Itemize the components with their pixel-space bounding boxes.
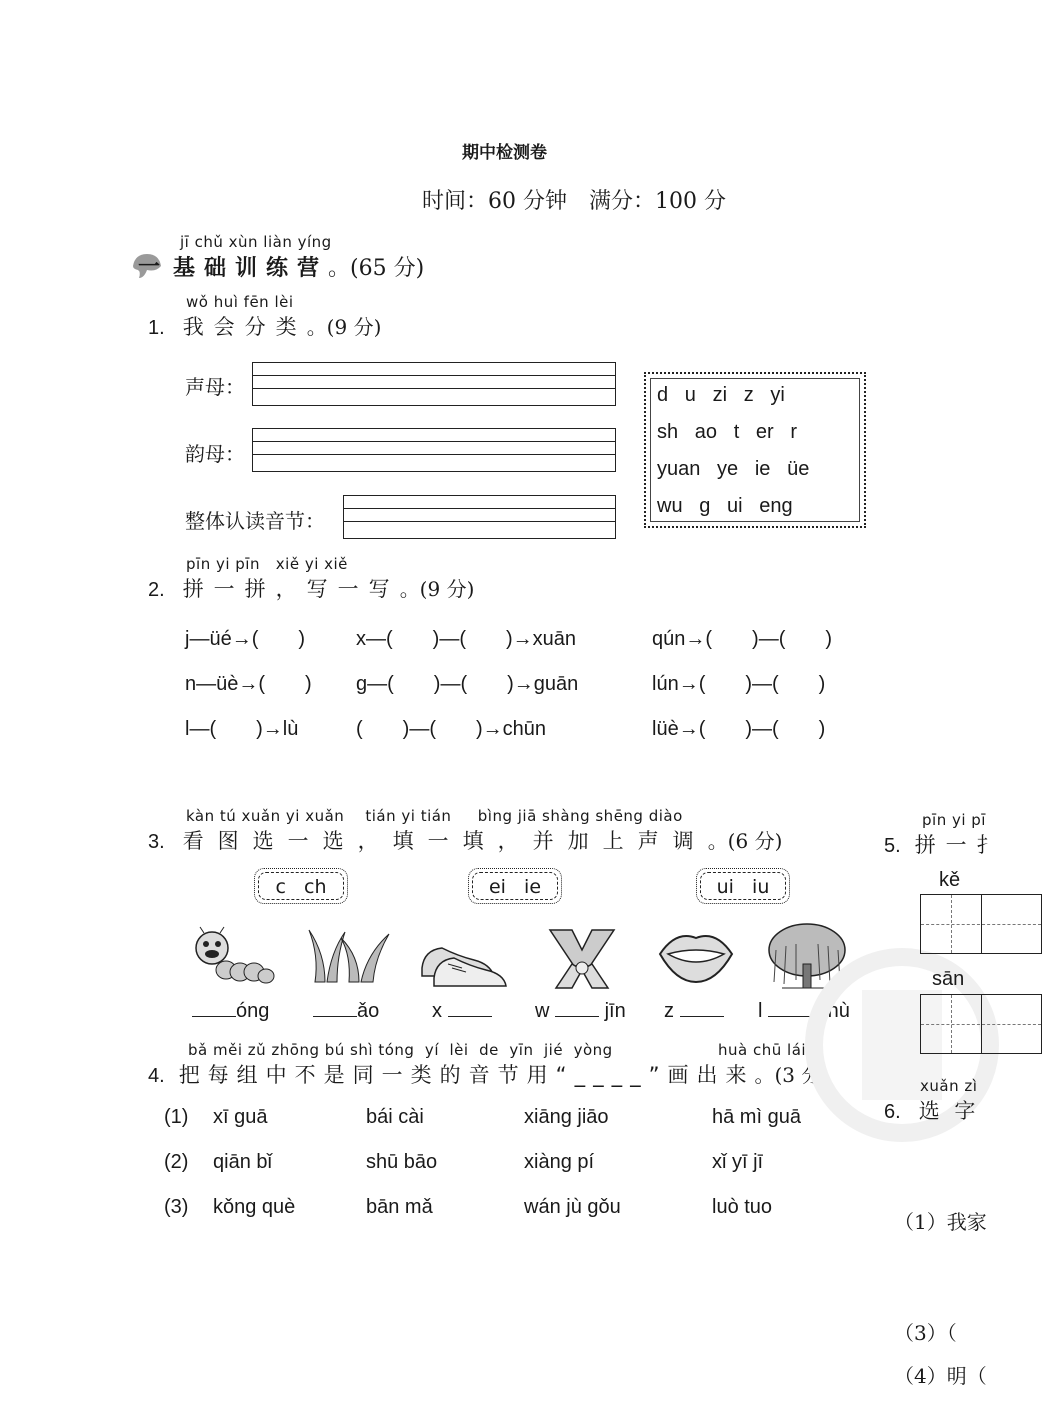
- part1-title: [173, 251, 424, 282]
- q3-answer[interactable]: w jīn: [535, 1000, 626, 1022]
- q1-box-row: d u zi z yi: [657, 384, 785, 406]
- q1-box-row: sh ao t er r: [657, 421, 798, 443]
- q2-heading: [148, 573, 474, 603]
- q4-pinyin: bǎ měi zǔ zhōng bú shì tóng yí lèi de yīn jié yòng huà chū lái: [188, 1041, 807, 1059]
- q6-item: （1）我家: [894, 1210, 987, 1234]
- lips-icon: [656, 926, 736, 984]
- q5-writing-grid[interactable]: [920, 994, 1042, 1054]
- q6-number: 6.: [884, 1101, 901, 1123]
- q2-item[interactable]: n—üè→( ): [185, 673, 312, 695]
- q2-pinyin: pīn yi pīn xiě yi xiě: [186, 555, 348, 573]
- q3-option-tag: c ch: [258, 872, 344, 900]
- part1-title-text: 基础训练营: [173, 256, 329, 281]
- q4-score: 。(3 分): [754, 1063, 830, 1087]
- q4-item[interactable]: bái cài: [366, 1106, 424, 1128]
- q3-option-tag: ei ie: [472, 872, 558, 900]
- page-title: 期中检测卷: [462, 143, 547, 163]
- q2-item[interactable]: lún→( )—( ): [652, 673, 826, 695]
- q5-pinyin: pīn yi pī: [922, 811, 986, 829]
- q5-title: 拼一扌: [914, 833, 1008, 857]
- shoes-icon: [418, 938, 510, 990]
- q2-item[interactable]: ( )—( )→chūn: [356, 718, 547, 740]
- q1-box-row: wu g ui eng: [657, 495, 793, 517]
- q4-item[interactable]: wán jù gǒu: [524, 1196, 621, 1218]
- q3-answer[interactable]: z: [664, 1000, 724, 1023]
- q3-heading: [148, 825, 782, 855]
- q4-row-index: (2): [164, 1151, 189, 1173]
- q4-item[interactable]: xiàng pí: [524, 1151, 595, 1173]
- q3-pinyin: kàn tú xuǎn yi xuǎn tián yi tián bìng jiā shàng shēng diào: [186, 807, 683, 825]
- q1-label-shengmu: 声母：: [185, 375, 245, 399]
- part1-badge: [130, 250, 164, 280]
- q3-option-tag: ui iu: [700, 872, 786, 900]
- q3-answer[interactable]: óng: [192, 1000, 269, 1023]
- q2-number: 2.: [148, 579, 165, 601]
- scarf-icon: [546, 926, 618, 992]
- q4-item[interactable]: luò tuo: [712, 1196, 773, 1218]
- q1-writing-lines-zhengti[interactable]: [343, 495, 616, 539]
- q1-label-yunmu: 韵母：: [185, 442, 245, 466]
- q3-title: 看图选一选，填一填，并加上声调: [182, 829, 708, 853]
- q4-row-index: (1): [164, 1106, 189, 1128]
- q1-heading: [148, 311, 381, 341]
- q5-number: 5.: [884, 835, 901, 857]
- q6-heading: [884, 1095, 979, 1125]
- q1-title: 我会分类: [182, 315, 307, 339]
- q4-item[interactable]: xǐ yī jī: [712, 1151, 764, 1173]
- q3-score: 。(6 分): [707, 829, 783, 853]
- q2-score: 。(9 分): [399, 577, 475, 601]
- q5-cell-pinyin: sān: [932, 968, 976, 990]
- q1-label-zhengti: 整体认读音节：: [185, 509, 325, 533]
- q4-number: 4.: [148, 1065, 165, 1087]
- q5-cell-pinyin: kě: [939, 869, 961, 891]
- q3-answer[interactable]: x: [432, 1000, 492, 1023]
- q5-heading: [884, 829, 1008, 859]
- q5-writing-grid[interactable]: [920, 894, 1042, 954]
- q2-item[interactable]: l—( )→lù: [185, 718, 299, 740]
- q1-writing-lines-shengmu[interactable]: [252, 362, 616, 406]
- q6-item: （3）（: [894, 1321, 957, 1345]
- q3-answer[interactable]: l shù: [758, 1000, 850, 1022]
- q1-number: 1.: [148, 317, 165, 339]
- q1-score: 。(9 分): [306, 315, 382, 339]
- time-info: 时间：60 分钟 满分：100 分: [422, 189, 726, 214]
- grass-icon: [305, 926, 393, 984]
- q6-pinyin: xuǎn zì: [920, 1077, 978, 1095]
- q6-title: 选 字: [918, 1099, 980, 1123]
- q4-item[interactable]: xī guā: [213, 1106, 268, 1128]
- part1-score: 。(65 分): [328, 256, 425, 281]
- q4-title: 把每组中不是同一类的音节用“____”画出来: [178, 1063, 755, 1087]
- q4-heading: [148, 1059, 882, 1089]
- q2-item[interactable]: lüè→( )—( ): [652, 718, 826, 740]
- part1-badge-text: 一: [138, 255, 161, 280]
- q1-syllable-box: [644, 372, 866, 528]
- q3-answer[interactable]: ǎo: [313, 1000, 379, 1023]
- q6-item: （4）明（: [894, 1364, 987, 1388]
- q2-item[interactable]: qún→( )—( ): [652, 628, 833, 650]
- q4-item[interactable]: bān mǎ: [366, 1196, 433, 1218]
- q2-title: 拼一拼，写一写: [182, 577, 400, 601]
- q4-item[interactable]: qiān bǐ: [213, 1151, 272, 1173]
- q4-item[interactable]: kǒng què: [213, 1196, 296, 1218]
- q1-pinyin: wǒ huì fēn lèi: [186, 293, 294, 311]
- caterpillar-icon: [190, 926, 276, 988]
- q2-item[interactable]: j—üé→( ): [185, 628, 306, 650]
- q2-item[interactable]: x—( )—( )→xuān: [356, 628, 577, 650]
- q4-item[interactable]: hā mì guā: [712, 1106, 801, 1128]
- part1-pinyin: jī chǔ xùn liàn yíng: [180, 233, 332, 251]
- right-column: [882, 0, 1008, 1404]
- q2-item[interactable]: g—( )—( )→guān: [356, 673, 579, 695]
- q4-row-index: (3): [164, 1196, 189, 1218]
- q1-writing-lines-yunmu[interactable]: [252, 428, 616, 472]
- q4-item[interactable]: xiāng jiāo: [524, 1106, 609, 1128]
- q3-number: 3.: [148, 831, 165, 853]
- q4-item[interactable]: shū bāo: [366, 1151, 438, 1173]
- q1-box-row: yuan ye ie üe: [657, 458, 810, 480]
